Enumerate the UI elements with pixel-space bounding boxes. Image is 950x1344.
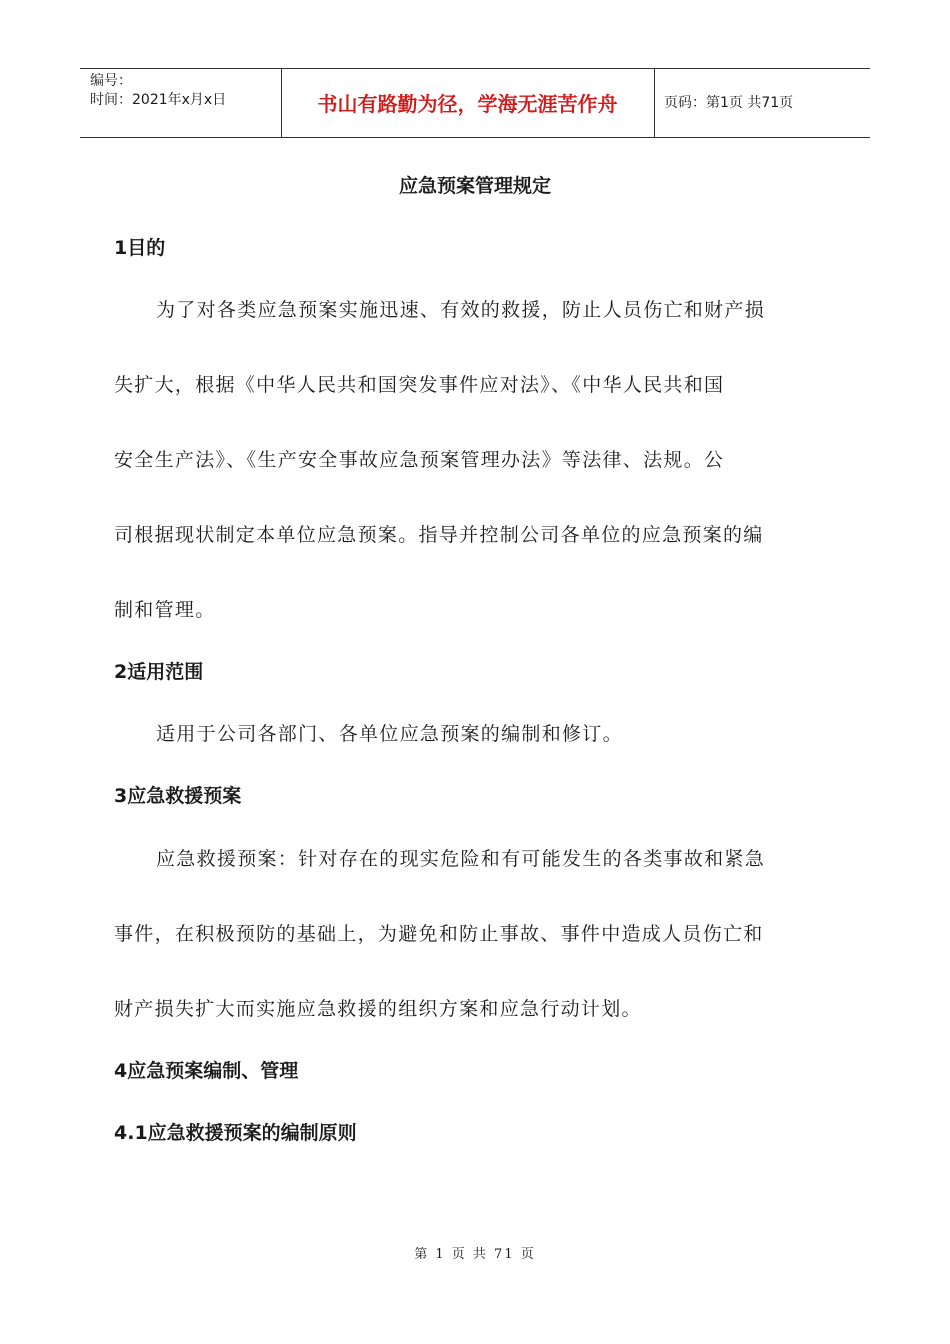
paragraph-line: 事件，在积极预防的基础上，为避免和防止事故、事件中造成人员伤亡和 bbox=[114, 923, 764, 945]
document-title: 应急预案管理规定 bbox=[398, 175, 551, 197]
document-number-label: 编号： bbox=[90, 73, 132, 89]
paragraph-line: 司根据现状制定本单位应急预案。指导并控制公司各单位的应急预案的编 bbox=[114, 524, 764, 546]
header-motto: 书山有路勤为径，学海无涯苦作舟 bbox=[317, 92, 618, 116]
section-heading-3: 3应急救援预案 bbox=[114, 785, 242, 807]
page-footer: 第 1 页 共 71 页 bbox=[414, 1247, 536, 1262]
document-time-label: 时间：2021年x月x日 bbox=[90, 92, 227, 108]
header-page-cell bbox=[654, 69, 870, 137]
paragraph-line: 为了对各类应急预案实施迅速、有效的救援，防止人员伤亡和财产损 bbox=[156, 299, 766, 321]
header-page-label: 页码：第1页 共71页 bbox=[664, 95, 794, 111]
paragraph-line: 财产损失扩大而实施应急救援的组织方案和应急行动计划。 bbox=[114, 998, 642, 1020]
header-motto-cell bbox=[281, 69, 655, 137]
header-info-cell bbox=[80, 69, 282, 137]
paragraph-line: 应急救援预案：针对存在的现实危险和有可能发生的各类事故和紧急 bbox=[156, 848, 766, 870]
paragraph-line: 安全生产法》、《生产安全事故应急预案管理办法》等法律、法规。公 bbox=[114, 449, 725, 471]
section-heading-4-1: 4.1应急救援预案的编制原则 bbox=[114, 1122, 357, 1144]
section-heading-2: 2适用范围 bbox=[114, 661, 204, 683]
page-header bbox=[80, 68, 870, 138]
paragraph-line: 制和管理。 bbox=[114, 599, 216, 621]
paragraph-line: 适用于公司各部门、各单位应急预案的编制和修订。 bbox=[156, 723, 623, 745]
paragraph-line: 失扩大，根据《中华人民共和国突发事件应对法》、《中华人民共和国 bbox=[114, 374, 725, 396]
section-heading-4: 4应急预案编制、管理 bbox=[114, 1060, 299, 1082]
section-heading-1: 1目的 bbox=[114, 237, 166, 259]
